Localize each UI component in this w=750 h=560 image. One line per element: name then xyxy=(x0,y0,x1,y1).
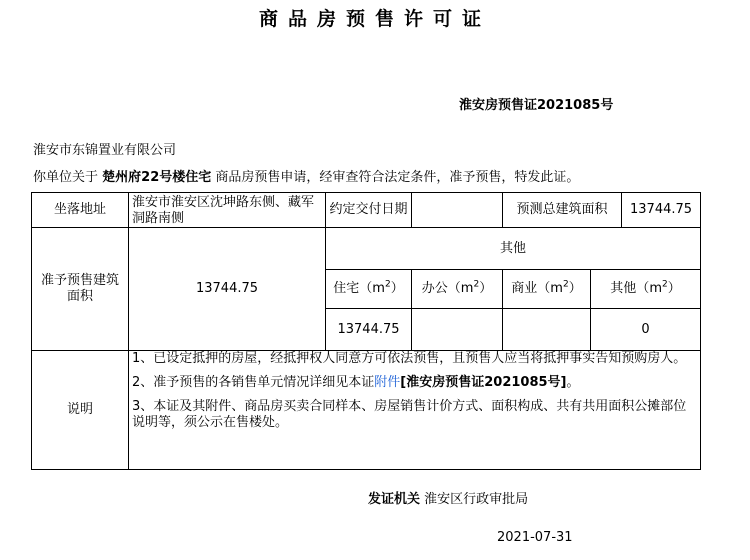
location-label: 坐落地址 xyxy=(32,193,129,228)
delivery-date-label: 约定交付日期 xyxy=(326,193,412,228)
attachment-ref: [淮安房预售证2021085号] xyxy=(400,375,567,390)
intro-text xyxy=(33,166,579,185)
office-value xyxy=(412,309,503,351)
col-residential-header: 住宅$(m^2)$ xyxy=(326,270,412,309)
other-value: 0 xyxy=(591,309,701,351)
location-value: 淮安市淮安区沈坤路东侧、藏军洞路南侧 xyxy=(129,193,326,228)
issuer-name: 淮安区行政审批局 xyxy=(424,492,529,507)
attachment-link[interactable]: 附件 xyxy=(374,375,401,390)
total-area-value: 13744.75 xyxy=(622,193,701,228)
project-name: 楚州府22号楼住宅 xyxy=(102,170,212,185)
note-1: 1、已设定抵押的房屋，经抵押权人同意方可依法预售，且预售人应当将抵押事实告知预购房人。 xyxy=(132,351,687,366)
certificate-number: 淮安房预售证2021085号 xyxy=(459,98,614,113)
company-name: 淮安市东锦置业有限公司 xyxy=(33,143,177,158)
issue-date: 2021-07-31 xyxy=(497,530,573,545)
delivery-date-value xyxy=(412,193,503,228)
col-other-header: 其他$(m^2)$ xyxy=(591,270,701,309)
other-header: 其他 xyxy=(326,228,701,270)
col-office-header: 办公$(m^2)$ xyxy=(412,270,503,309)
intro-before: 你单位关于 xyxy=(33,170,99,185)
approved-area-label: 准予预售建筑面积 xyxy=(32,228,129,351)
residential-value: 13744.75 xyxy=(326,309,412,351)
total-area-label: 预测总建筑面积 xyxy=(503,193,622,228)
col-commercial-header: 商业$(m^2)$ xyxy=(503,270,591,309)
issuer-label: 发证机关 xyxy=(368,492,421,507)
note-2: 2、准予预售的各销售单元情况详细见本证附件[淮安房预售证2021085号]。 xyxy=(132,375,580,390)
intro-after: 商品房预售申请，经审查符合法定条件，准予预售，特发此证。 xyxy=(215,170,580,185)
approved-area-value: 13744.75 xyxy=(129,228,326,351)
issuer xyxy=(368,488,528,507)
notes-label: 说明 xyxy=(32,351,129,470)
permit-table xyxy=(31,192,701,470)
notes-content xyxy=(129,351,701,470)
commercial-value xyxy=(503,309,591,351)
note-3: 3、本证及其附件、商品房买卖合同样本、房屋销售计价方式、面积构成、共有共用面积公摊部位说明等，须公示在售楼处。 xyxy=(132,399,687,430)
page-title: 商品房预售许可证 xyxy=(258,8,491,30)
